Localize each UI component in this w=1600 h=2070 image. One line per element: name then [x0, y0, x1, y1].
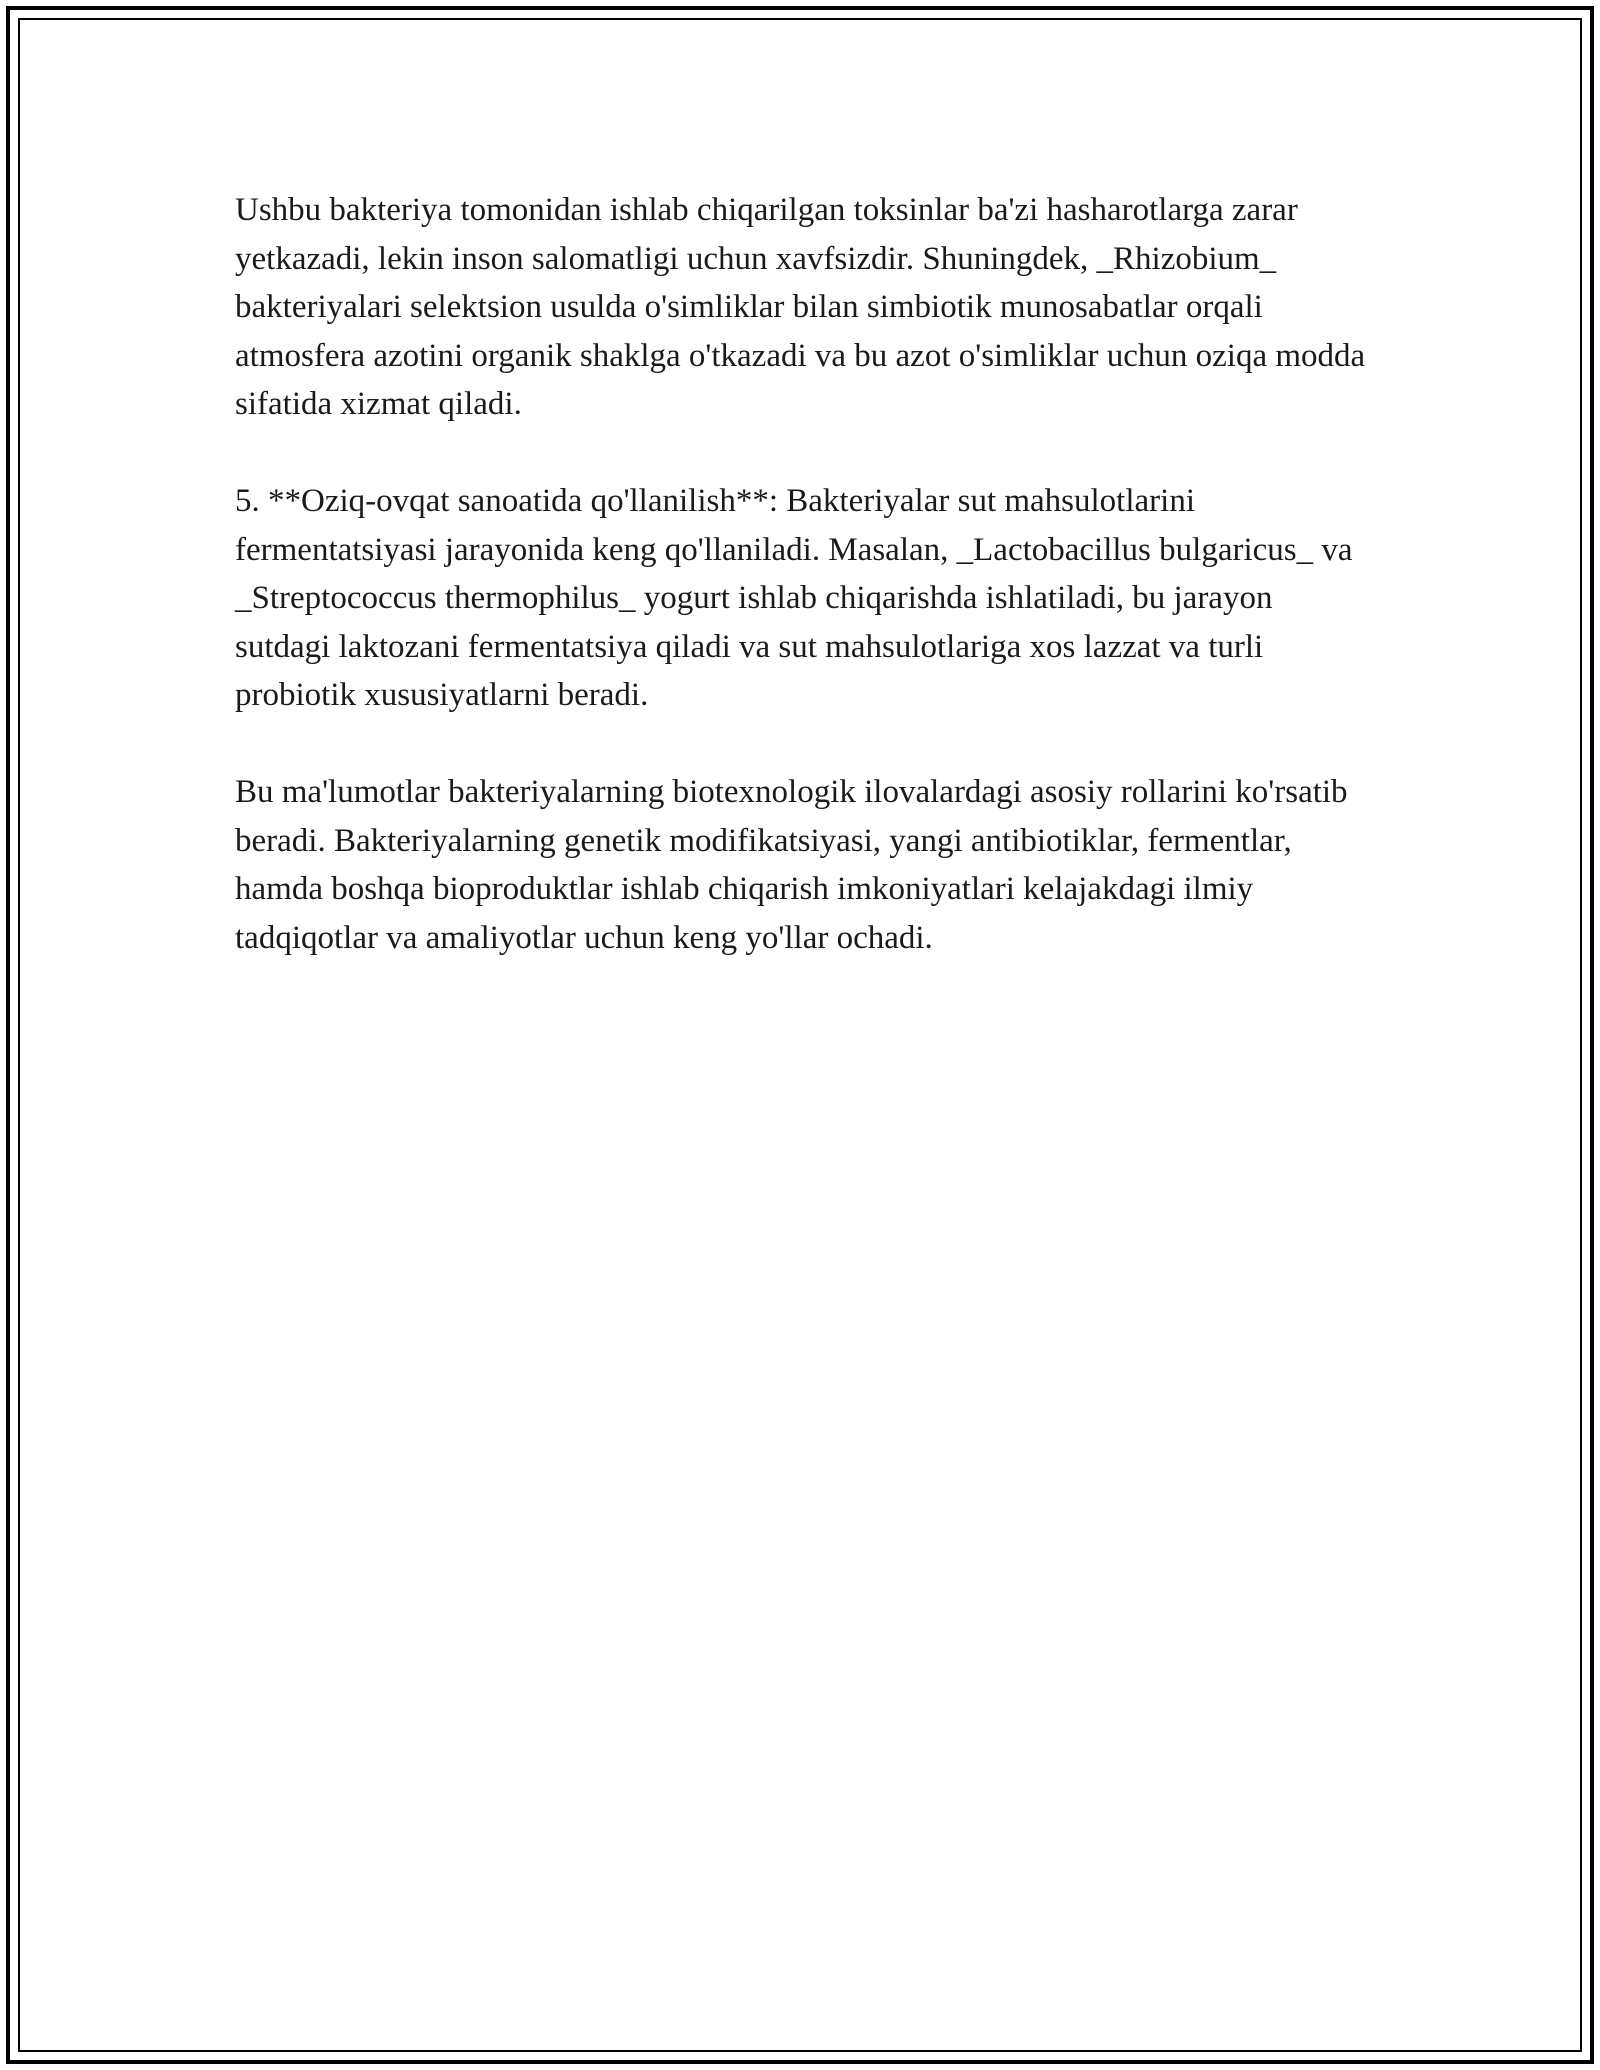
paragraph-conclusion: Bu ma'lumotlar bakteriyalarning biotexnologik ilovalardagi asosiy rollarini ko'rsatib beradi. Bakteriyalarning genetik modifikatsiyasi, yangi antibiotiklar, fermentlar, hamda boshqa bioproduktlar ishlab chiqarish imkoniyatlari kelajakdagi ilmiy tadqiqotlar va amaliyotlar uchun keng yo'llar ochadi.	[235, 774, 1348, 956]
document-body	[235, 186, 1375, 1011]
paragraph-food-industry: 5. **Oziq-ovqat sanoatida qo'llanilish**: Bakteriyalar sut mahsulotlarini fermentatsiyasi jarayonida keng qo'llaniladi. Masalan, _Lactobacillus bulgaricus_ va _Streptococcus thermophilus_ yogurt ishlab chiqarishda ishlatiladi, bu jarayon sutdagi laktozani fermentatsiya qiladi va sut mahsulotlariga xos lazzat va turli probiotik xususiyatlarni beradi.	[235, 483, 1353, 713]
paragraph-toxins-rhizobium: Ushbu bakteriya tomonidan ishlab chiqarilgan toksinlar ba'zi hasharotlarga zarar yetkazadi, lekin inson salomatligi uchun xavfsizdir. Shuningdek, _Rhizobium_ bakteriyalari selektsion usulda o'simliklar bilan simbiotik munosabatlar orqali atmosfera azotini organik shaklga o'tkazadi va bu azot o'simliklar uchun oziqa modda sifatida xizmat qiladi.	[235, 192, 1366, 422]
